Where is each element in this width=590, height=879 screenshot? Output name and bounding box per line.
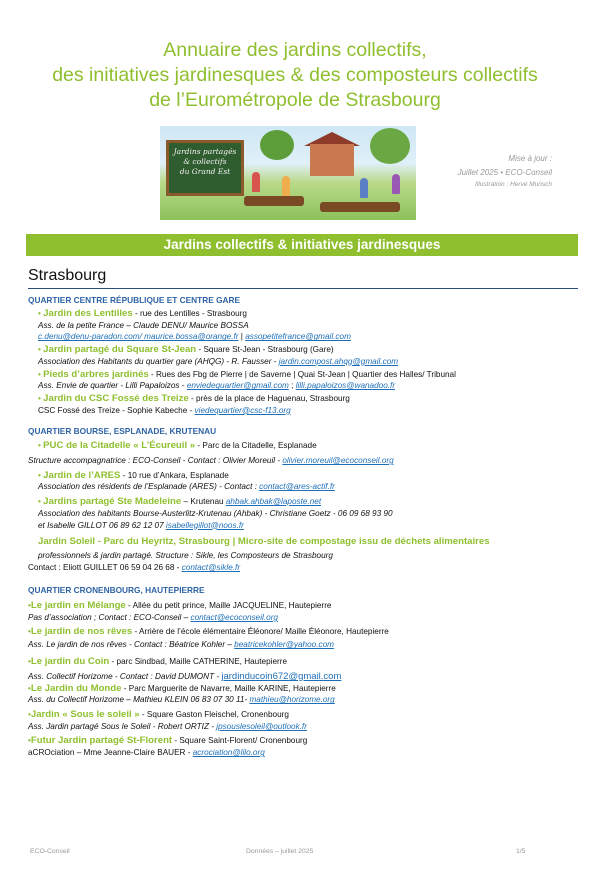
bullet-icon: • (38, 345, 41, 355)
sign-board (166, 140, 244, 196)
bullet-icon: • (28, 736, 31, 746)
garden-contact: Ass. Envie de quartier - Lilli Papaloizos - (38, 381, 187, 391)
garden-contact: Association des Habitants du quartier gare (AHQG) - R. Fausser - (38, 356, 279, 366)
garden-illustration (160, 126, 416, 220)
update-label: Mise à jour : (508, 154, 552, 163)
garden-name: Jardin Soleil - Parc du Heyritz, Strasbourg | Micro-site de compostage issu de déchets alimentaires (38, 536, 490, 548)
list-item (28, 440, 580, 466)
garden-contact: aCROciation – Mme Jeanne-Claire BAUER - (28, 748, 193, 758)
list-item (28, 709, 580, 732)
separator: ; (288, 381, 296, 391)
garden-contact: Association des résidents de l’Esplanade (ARES) - Contact : (38, 482, 260, 492)
gardener-icon (392, 174, 400, 194)
list-item (28, 626, 580, 651)
directory-content (28, 294, 580, 759)
quarter-title: QUARTIER BOURSE, ESPLANADE, KRUTENAU (28, 426, 217, 437)
garden-contact: Ass. du Collectif Horizome – Mathieu KLEIN 06 83 07 30 11- (28, 695, 250, 705)
garden-name: Le Jardin du Monde (30, 682, 122, 694)
garden-address: - Square St-Jean - Strasbourg (Gare) (196, 345, 334, 355)
garden-address: - Parc Marguerite de Navarre, Maille KARINE, Hautepierre (121, 683, 336, 693)
email-link[interactable]: beatricekohler@yahoo.com (234, 640, 334, 650)
garden-address: - parc Sindbad, Maille CATHERINE, Hautepierre (109, 657, 287, 667)
list-item (28, 470, 580, 493)
garden-name: Jardin de l’ARES (43, 469, 121, 481)
email-link[interactable]: viedequartier@csc-f13.org (194, 405, 291, 415)
gardener-icon (252, 172, 260, 192)
garden-contact: Ass. Collectif Horizome - Contact : David DUMONT - (28, 671, 222, 681)
garden-contact: CSC Fossé des Treize - Sophie Kabeche - (38, 405, 195, 415)
garden-contact: Ass. Le jardin de nos rêves - Contact : Béatrice Kohler – (28, 640, 235, 650)
garden-address: - 10 rue d’Ankara, Esplanade (120, 470, 229, 480)
garden-name: Futur Jardin partagé St-Florent (30, 735, 173, 747)
list-item (28, 344, 580, 367)
list-item (28, 393, 580, 416)
garden-description: professionnels & jardin partagé. Structure : Sikle, les Composteurs de Strasbourg (38, 550, 333, 560)
email-link[interactable]: contact@ecoconseil.org (190, 613, 278, 623)
garden-address: - Square Gaston Fleischel, Cronenbourg (139, 709, 289, 719)
bullet-icon: • (28, 709, 31, 719)
house-icon (310, 144, 354, 176)
bullet-icon: • (28, 626, 31, 636)
garden-name: Le jardin du Coin (30, 656, 110, 668)
title-line: de l’Eurométropole de Strasbourg (149, 89, 441, 111)
garden-address: - Parc de la Citadelle, Esplanade (195, 441, 317, 451)
board-text: du Grand Est (179, 167, 231, 176)
garden-address: – Krutenau (181, 497, 226, 507)
garden-bed-icon (320, 202, 400, 212)
bullet-icon: • (28, 601, 31, 611)
garden-address: - Square Saint-Florent/ Cronenbourg (172, 736, 308, 746)
email-link[interactable]: mathieu@horizome.org (249, 695, 335, 705)
bullet-icon: • (28, 683, 31, 693)
garden-name: Pieds d’arbres jardinés (43, 368, 149, 380)
list-item (28, 600, 580, 623)
garden-name: Jardin partagé du Square St-Jean (43, 344, 197, 356)
garden-contact: Association des habitants Bourse-Austerlitz-Krutenau (Ahbak) - Christiane Goetz - 06 09 68 93 90 (38, 508, 393, 518)
email-link[interactable]: acrociation@lilo.org (192, 748, 265, 758)
list-item (28, 308, 580, 343)
document-title (0, 38, 590, 113)
bullet-icon: • (38, 470, 41, 480)
tree-icon (370, 128, 410, 164)
garden-address: - près de la place de Haguenau, Strasbourg (188, 393, 350, 403)
garden-name: Jardins partagé Ste Madeleine (43, 496, 182, 508)
footer-center: Données – juillet 2025 (246, 848, 314, 855)
email-link[interactable]: contact@sikle.fr (181, 562, 241, 572)
footer-left: ECO-Conseil (30, 848, 70, 855)
list-item (28, 536, 580, 573)
email-link[interactable]: ahbak.ahbak@laposte.net (225, 497, 322, 507)
update-date: Juillet 2025 • ECO-Conseil (457, 168, 552, 177)
garden-address: - Allée du petit prince, Maille JACQUELINE, Hautepierre (125, 601, 332, 611)
email-link[interactable]: contact@ares-actif.fr (259, 482, 335, 492)
list-item (28, 369, 580, 392)
email-link[interactable]: jpsouslesoleil@outlook.fr (216, 721, 307, 731)
garden-contact: Pas d’association ; Contact : ECO-Conseil – (28, 613, 191, 623)
email-link[interactable]: isabellegillot@noos.fr (165, 520, 244, 530)
garden-contact: et Isabelle GILLOT 06 89 62 12 07 (38, 520, 166, 530)
separator: | (238, 332, 246, 342)
garden-name: Jardin des Lentilles (43, 308, 133, 319)
garden-contact: Ass. de la petite France – Claude DENU/ Maurice BOSSA (38, 320, 249, 330)
garden-bed-icon (244, 196, 304, 206)
update-info (432, 152, 552, 190)
garden-name: Jardin du CSC Fossé des Treize (43, 392, 189, 404)
garden-name: Jardin « Sous le soleil » (30, 708, 140, 720)
bullet-icon: • (38, 441, 41, 451)
list-item (28, 683, 580, 706)
email-link[interactable]: c.denu@denu-paradon.com/ maurice.bossa@orange.fr (38, 332, 239, 342)
email-link[interactable]: jardin.compost.ahqg@gmail.com (278, 356, 399, 366)
garden-contact: Ass. Jardin partagé Sous le Soleil - Robert ORTIZ - (28, 721, 217, 731)
bullet-icon: • (38, 497, 41, 507)
email-link[interactable]: jardinducoin672@gmail.com (221, 670, 342, 682)
list-item (28, 496, 580, 531)
page-number: 1/5 (516, 848, 526, 855)
garden-contact: Structure accompagnatrice : ECO-Conseil - Contact : Olivier Moreuil - (28, 456, 283, 466)
email-link[interactable]: assopetitefrance@gmail.com (245, 332, 351, 342)
gardener-icon (282, 176, 290, 196)
illustration-credit: Illustration : Hervé Munsch (475, 181, 552, 188)
tree-icon (260, 130, 294, 160)
bullet-icon: • (38, 369, 41, 379)
bullet-icon: • (28, 657, 31, 667)
garden-address: - Arrière de l’école élémentaire Éléonore/ Maille Éléonore, Hautepierre (132, 626, 389, 636)
gardener-icon (360, 178, 368, 198)
email-link[interactable]: olivier.moreuil@ecoconseil.org (282, 456, 394, 466)
city-heading: Strasbourg (28, 265, 578, 289)
bullet-icon: • (38, 309, 41, 318)
section-banner: Jardins collectifs & initiatives jardinesques (26, 234, 578, 256)
title-line: Annuaire des jardins collectifs, (163, 39, 427, 61)
list-item (28, 735, 580, 758)
garden-name: PUC de la Citadelle « L’Écureuil » (43, 440, 196, 452)
title-line: des initiatives jardinesques & des composteurs collectifs (52, 64, 538, 86)
board-text: Jardins partagés (173, 147, 237, 156)
garden-address: - rue des Lentilles - Strasbourg (132, 309, 247, 318)
email-link[interactable]: lilli.papaloizos@wanadoo.fr (295, 381, 396, 391)
quarter-title: QUARTIER CENTRE RÉPUBLIQUE ET CENTRE GARE (28, 295, 241, 305)
email-link[interactable]: enviedequartier@gmail.com (186, 381, 289, 391)
list-item (28, 656, 580, 682)
garden-address: - Rues des Fbg de Pierre | de Saverne | Quai St-Jean | Quartier des Halles/ Tribunal (148, 369, 456, 379)
garden-name: Le jardin de nos rêves (30, 625, 133, 637)
garden-contact: Contact : Eliott GUILLET 06 59 04 26 68 - (28, 562, 182, 572)
board-text: & collectifs (183, 157, 227, 166)
garden-name: Le jardin en Mélange (30, 600, 126, 612)
quarter-title: QUARTIER CRONENBOURG, HAUTEPIERRE (28, 585, 205, 596)
bullet-icon: • (38, 393, 41, 403)
